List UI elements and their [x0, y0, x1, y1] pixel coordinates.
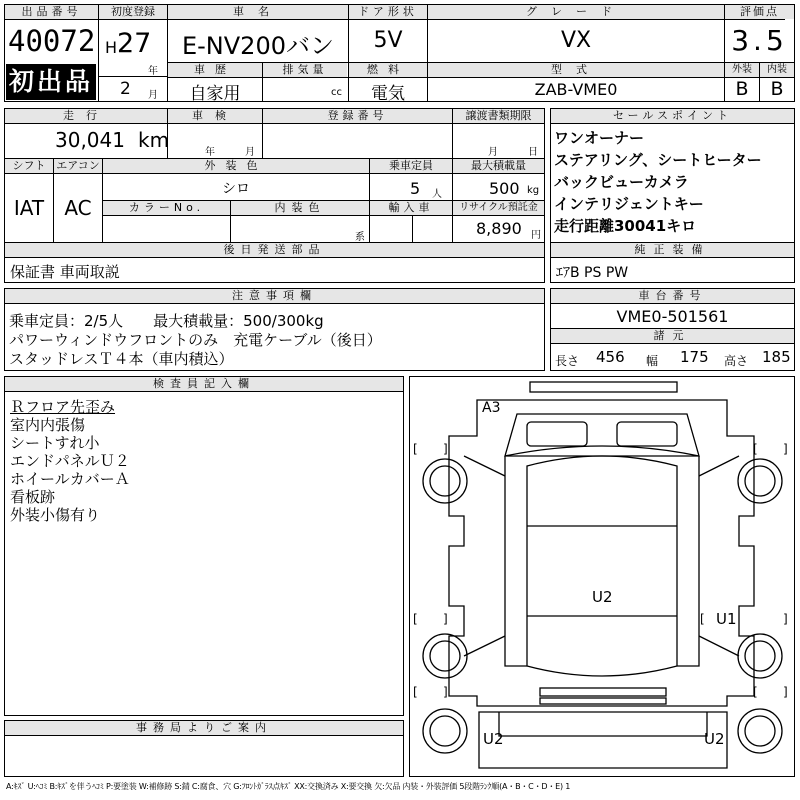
- reg-label: 初度登録: [99, 5, 167, 19]
- model: ZAB-VME0: [534, 80, 618, 99]
- grade: VX: [560, 28, 592, 53]
- fuel-label: 燃料: [349, 63, 427, 77]
- car-diagram-svg: [409, 376, 795, 777]
- capacity: 5: [410, 179, 421, 198]
- sales-item: インテリジェントキー: [554, 195, 704, 213]
- maxload-label: 最大積載量: [453, 159, 544, 173]
- inspector-label: 検査員記入欄: [5, 377, 403, 391]
- notes-line: スタッドレスＴ４本（車内積込）: [9, 350, 234, 368]
- model-label: 型式: [428, 63, 724, 77]
- door-label: ドア形状: [349, 5, 427, 19]
- history-label: 車歴: [168, 63, 262, 77]
- cc-unit: cc: [331, 87, 342, 98]
- bracket-mark: ]: [783, 685, 788, 699]
- damage-mark: A3: [482, 400, 501, 416]
- damage-mark: U2: [704, 730, 725, 748]
- transfer-month-unit: 月: [488, 147, 498, 158]
- width: 175: [680, 348, 709, 366]
- inspector-item: シートすれ小: [10, 434, 100, 452]
- bracket-mark: [: [413, 685, 418, 699]
- damage-mark: U2: [592, 588, 613, 606]
- score: 3.5: [731, 24, 788, 57]
- intcolor-label: 内装色: [231, 201, 369, 215]
- bracket-mark: [: [753, 685, 758, 699]
- chassis-number: VME0-501561: [616, 307, 729, 326]
- reg-month-unit: 月: [148, 90, 158, 101]
- ext-grade: B: [735, 78, 749, 100]
- int-grade: B: [770, 78, 784, 100]
- specs-label: 諸元: [551, 329, 794, 343]
- office-label: 事務局よりご案内: [5, 721, 403, 735]
- damage-mark: U2: [483, 730, 504, 748]
- yen-unit: 円: [531, 230, 541, 241]
- carname-label: 車名: [168, 5, 348, 19]
- mileage-label: 走行: [5, 109, 167, 123]
- sales-item: ワンオーナー: [554, 129, 645, 147]
- later-label: 後日発送部品: [5, 243, 544, 257]
- person-unit: 人: [432, 189, 442, 200]
- reg-year: 27: [117, 28, 152, 59]
- insp-year-unit: 年: [205, 147, 215, 158]
- length: 456: [596, 348, 625, 366]
- sales-item: ステアリング、シートヒーター: [554, 151, 762, 169]
- recycle-label: リサイクル預託金: [453, 201, 544, 215]
- fuel: 電気: [371, 84, 405, 104]
- inspector-item: ホイールカバーＡ: [10, 470, 130, 488]
- damage-mark: U1: [716, 610, 737, 628]
- height-label: 高さ: [724, 354, 749, 368]
- bracket-mark: [: [413, 612, 418, 626]
- bracket-mark: ]: [443, 612, 448, 626]
- door-type: 5V: [373, 28, 403, 53]
- extcolor: シロ: [222, 181, 250, 197]
- bracket-mark: [: [413, 442, 418, 456]
- sales-label: セールスポイント: [551, 109, 794, 123]
- bracket-mark: ]: [783, 442, 788, 456]
- extcolor-label: 外装色: [103, 159, 369, 173]
- grade-label: グレード: [428, 5, 724, 19]
- import-label: 輸入車: [370, 201, 452, 215]
- ac-label: エアコン: [54, 159, 102, 173]
- transfer-day-unit: 日: [528, 147, 538, 158]
- ext-label: 外装: [725, 63, 759, 77]
- first-listing-badge: 初出品: [6, 64, 96, 100]
- notes-line: パワーウィンドウフロントのみ 充電ケーブル（後日）: [9, 331, 382, 349]
- equipment: ｴｱB PS PW: [556, 265, 629, 281]
- inspector-item: 室内内張傷: [10, 416, 86, 434]
- chassis-label: 車台番号: [551, 289, 794, 303]
- width-label: 幅: [646, 354, 659, 368]
- kg-unit: kg: [527, 185, 540, 196]
- score-label: 評価点: [725, 5, 794, 19]
- equipment-label: 純正装備: [551, 243, 794, 257]
- mileage: 30,041: [55, 128, 125, 152]
- regno-label: 登録番号: [263, 109, 452, 123]
- aircon: AC: [64, 196, 92, 220]
- sales-item: 走行距離30041キロ: [554, 217, 697, 235]
- insp-month-unit: 月: [245, 147, 255, 158]
- bracket-mark: [: [700, 612, 705, 626]
- sales-item: バックビューカメラ: [554, 173, 689, 191]
- capacity-label: 乗車定員: [370, 159, 452, 173]
- lot-number: 40072: [8, 24, 96, 58]
- reg-month: 2: [120, 79, 131, 99]
- reg-year-unit: 年: [148, 66, 158, 77]
- bracket-mark: ]: [443, 442, 448, 456]
- maxload: 500: [489, 179, 520, 198]
- notes-line: 乗車定員：2/5人 最大積載量：500/300kg: [9, 312, 324, 330]
- history: 自家用: [189, 84, 241, 104]
- transfer-label: 譲渡書類期限: [453, 109, 544, 123]
- legend: A:ｷｽﾞ U:ﾍｺﾐ B:ｷｽﾞを伴うﾍｺﾐ P:要塗装 W:補修跡 S:錆 C:腐食、穴 G:ﾌﾛﾝﾄｶﾞﾗｽ点ｷｽﾞ XX:交換済み X:要交換 欠:欠品 内装・外装評価 5段階ﾗﾝｸ順(A・B・C・D・E) 1: [6, 782, 571, 791]
- notes-label: 注意事項欄: [5, 289, 544, 303]
- shift-label: シフト: [5, 159, 53, 173]
- km-unit: km: [138, 128, 170, 152]
- displacement-label: 排気量: [263, 63, 347, 77]
- height: 185: [762, 348, 791, 366]
- reg-era: H: [105, 38, 118, 57]
- inspector-item: エンドパネルＵ２: [10, 452, 130, 470]
- inspector-item: Ｒフロア先歪み: [10, 398, 116, 416]
- bracket-mark: ]: [443, 685, 448, 699]
- later-parts: 保証書 車両取説: [10, 263, 120, 281]
- inspector-item: 外装小傷有り: [10, 506, 101, 524]
- recycle: 8,890: [476, 219, 522, 238]
- shift: IAT: [13, 196, 45, 220]
- bracket-mark: [: [753, 442, 758, 456]
- car-name: E-NV200バン: [181, 32, 334, 60]
- colorno-label: カラーNo.: [103, 201, 230, 215]
- int-label: 内装: [760, 63, 794, 77]
- length-label: 長さ: [555, 354, 580, 368]
- inspector-item: 看板跡: [10, 488, 56, 506]
- inspection-label: 車検: [168, 109, 262, 123]
- lot-label: 出品番号: [5, 5, 98, 19]
- kei-unit: 系: [355, 232, 365, 243]
- bracket-mark: ]: [783, 612, 788, 626]
